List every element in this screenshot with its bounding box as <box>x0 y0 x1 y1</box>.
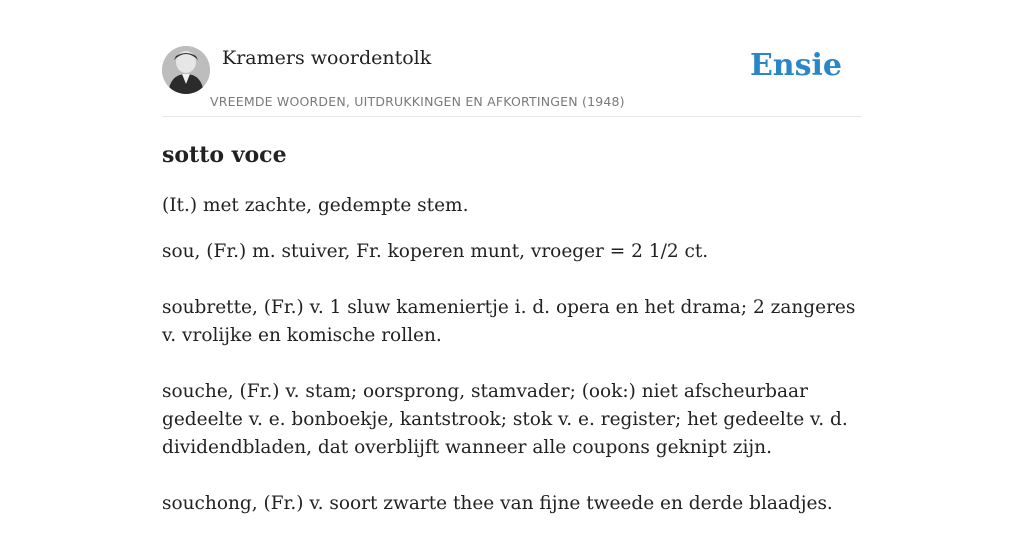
list-item: souchong, (Fr.) v. soort zwarte thee van fijne tweede en derde blaadjes. <box>162 493 833 514</box>
list-item: souche, (Fr.) v. stam; oorsprong, stamvader; (ook:) niet afscheurbaar gedeelte v. e. bonboekje, kantstrook; stok v. e. register; het gedeelte v. d. dividendbladen, dat overblijft wanneer alle coupons geknipt zijn. <box>162 381 848 458</box>
list-item: soubrette, (Fr.) v. 1 sluw kameniertje i. d. opera en het drama; 2 zangeres v. vrolijke en komische rollen. <box>162 297 856 346</box>
entry-title: sotto voce <box>162 142 287 168</box>
next-entries <box>162 238 862 518</box>
site-name[interactable]: Kramers woordentolk <box>222 47 432 69</box>
entry-definition: (It.) met zachte, gedempte stem. <box>162 195 469 216</box>
ensie-logo[interactable]: Ensie <box>749 48 842 83</box>
main-content <box>162 140 862 546</box>
source-subtitle: VREEMDE WOORDEN, UITDRUKKINGEN EN AFKORTINGEN (1948) <box>210 94 625 109</box>
header <box>162 0 862 117</box>
list-item: sou, (Fr.) m. stuiver, Fr. koperen munt, vroeger = 2 1/2 ct. <box>162 241 709 262</box>
avatar[interactable] <box>162 46 210 94</box>
